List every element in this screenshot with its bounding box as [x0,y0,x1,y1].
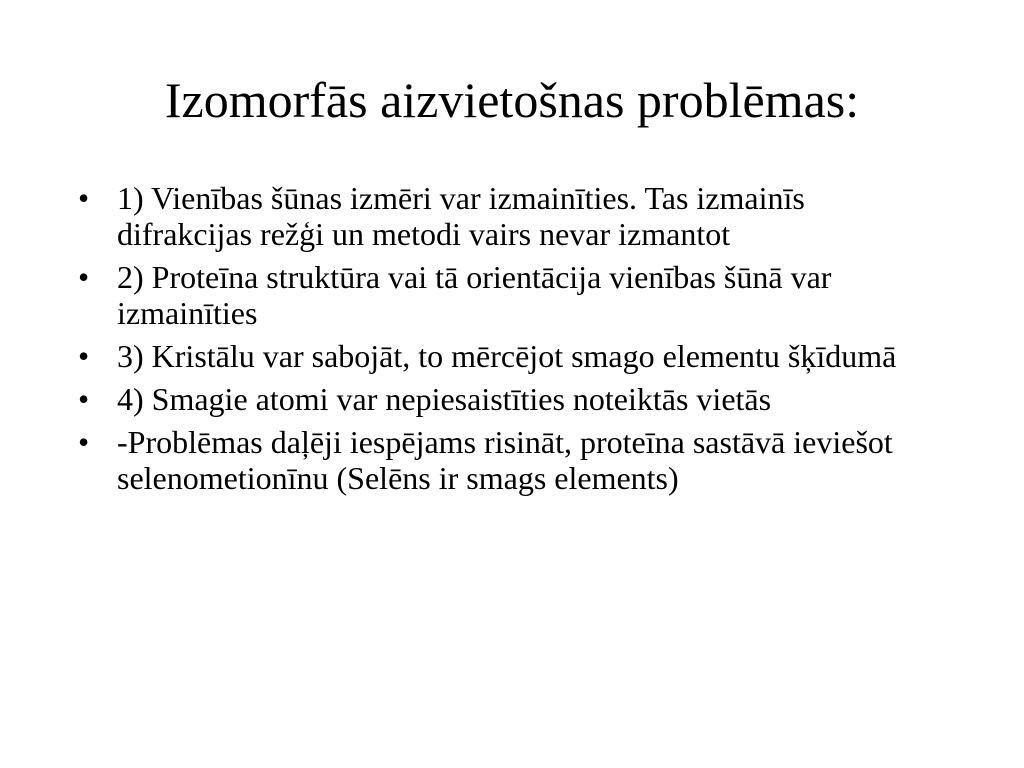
bullet-text: 1) Vienības šūnas izmēri var izmainīties. Tas izmainīs difrakcijas režģi un metodi vairs nevar izmantot [117,180,805,252]
bullet-item [78,180,938,252]
bullet-dot-icon: • [78,180,90,216]
bullet-item [78,424,938,496]
bullet-item [78,259,938,331]
bullet-item [78,338,938,374]
bullet-dot-icon: • [78,424,90,460]
bullet-dot-icon: • [78,338,90,374]
bullet-text: 2) Proteīna struktūra vai tā orientācija vienības šūnā var izmainīties [117,259,832,331]
slide-title: Izomorfās aizvietošnas problēmas: [164,72,860,128]
bullet-dot-icon: • [78,381,90,417]
bullet-text: -Problēmas daļēji iespējams risināt, proteīna sastāvā ieviešot selenometionīnu (Selēns ir smags elements) [117,424,893,496]
bullet-text: 4) Smagie atomi var nepiesaistīties noteiktās vietās [117,381,772,417]
bullet-text: 3) Kristālu var sabojāt, to mērcējot smago elementu šķīdumā [117,338,897,374]
bullet-item [78,381,938,417]
bullet-list [78,180,938,503]
bullet-dot-icon: • [78,259,90,295]
